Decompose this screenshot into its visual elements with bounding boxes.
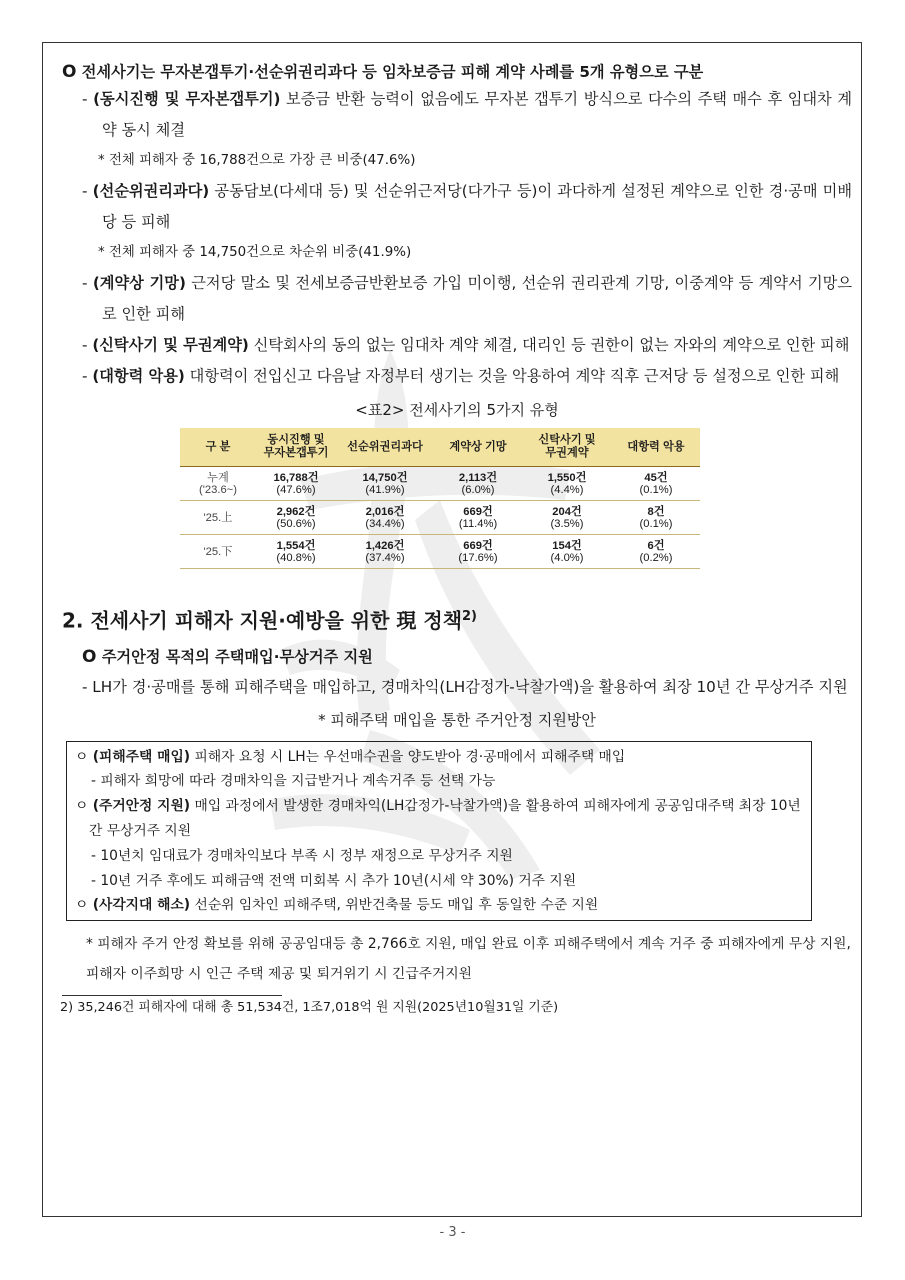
cell-percent: (0.2%) — [639, 551, 673, 564]
section2-title: 2. 전세사기 피해자 지원·예방을 위한 現 정책$^{2)}$ — [62, 608, 478, 633]
table-cell — [612, 535, 700, 569]
cell-percent: (4.4%) — [550, 483, 584, 496]
cell-count: 1,554건 — [276, 539, 316, 552]
cell-count: 6건 — [647, 539, 665, 552]
support-box — [66, 741, 812, 922]
footnote: 2) 35,246건 피해자에 대해 총 51,534건, 1조7,018억 원 지원(2025년10월31일 기준) — [60, 1000, 559, 1016]
cell-count: 2,016건 — [365, 505, 405, 518]
header-cell: 선순위권리과다 — [336, 428, 434, 467]
table-cell — [336, 467, 434, 501]
cell-count: 16,788건 — [273, 471, 319, 484]
table-cell — [336, 535, 434, 569]
circle-bullet-icon: O — [82, 646, 97, 667]
box-line: ㅇ (피해주택 매입) 피해자 요청 시 LH는 우선매수권을 양도받아 경·공매에서 피해주택 매입 — [75, 748, 626, 765]
star-note: * 피해자 주거 안정 확보를 위해 공공임대등 총 2,766호 지원, 매입 완료 이후 피해주택에서 계속 거주 중 피해자에게 무상 지원, 피해자 이주희망 시 인근 주택 제공 및 퇴거위기 시 긴급주거지원 — [86, 936, 851, 983]
cell-percent: (34.4%) — [365, 517, 405, 530]
cell-count: 1,550건 — [547, 471, 587, 484]
list-item: - LH가 경·공매를 통해 피해주택을 매입하고, 경매차익(LH감정가-낙찰가액)을 활용하여 최장 10년 간 무상거주 지원 — [82, 677, 848, 696]
cell-count: 2,113건 — [458, 471, 498, 484]
section1-heading: O 전세사기는 무자본갭투기·선순위권리과다 등 임차보증금 피해 계약 사례를 5개 유형으로 구분 — [62, 62, 704, 82]
cell-count: 1,426건 — [365, 539, 405, 552]
center-note: * 피해주택 매입을 통한 주거안정 지원방안 — [318, 710, 596, 729]
section2-subheading: O 주거안정 목적의 주택매입·무상거주 지원 — [82, 646, 373, 667]
table-cell — [522, 467, 612, 501]
table-cell — [612, 501, 700, 535]
list-item: - (신탁사기 및 무권계약) 신탁회사의 동의 없는 임대차 계약 체결, 대리인 등 권한이 없는 자와의 계약으로 인한 피해 — [82, 336, 850, 354]
list-item: - (대항력 악용) 대항력이 전입신고 다음날 자정부터 생기는 것을 악용하여 계약 직후 근저당 등 설정으로 인한 피해 — [82, 367, 840, 385]
cell-count: 669건 — [463, 539, 493, 552]
table-cell — [336, 501, 434, 535]
table-cell — [434, 467, 522, 501]
table-title: <표2> 전세사기의 5가지 유형 — [355, 401, 559, 419]
table-row — [180, 467, 700, 501]
list-item: - (동시진행 및 무자본갭투기) 보증금 반환 능력이 없음에도 무자본 갭투기 방식으로 다수의 주택 매수 후 임대차 계약 동시 체결 — [82, 90, 852, 139]
item-note: * 전체 피해자 중 14,750건으로 차순위 비중(41.9%) — [98, 245, 412, 260]
circle-bullet-icon: O — [62, 62, 77, 82]
fraud-types-table — [180, 428, 700, 569]
footnote-ref[interactable]: 2) — [462, 609, 478, 624]
table-cell — [256, 467, 336, 501]
header-cell: 신탁사기 및 무권계약 — [522, 428, 612, 467]
cell-percent: (47.6%) — [276, 483, 316, 496]
box-line: ㅇ (주거안정 지원) 매입 과정에서 발생한 경매차익(LH감정가-낙찰가액)을 활용하여 피해자에게 공공임대주택 최장 10년간 무상거주 지원 — [75, 798, 801, 840]
cell-count: 669건 — [463, 505, 493, 518]
table-cell — [256, 501, 336, 535]
cell-percent: (11.4%) — [458, 517, 498, 530]
page-number: - 3 - — [439, 1225, 466, 1240]
cell-percent: (4.0%) — [550, 551, 584, 564]
row-label: '25.下 — [180, 535, 256, 569]
cell-count: 154건 — [552, 539, 582, 552]
box-line: ㅇ (사각지대 해소) 선순위 임차인 피해주택, 위반건축물 등도 매입 후 동일한 수준 지원 — [75, 897, 599, 914]
cell-percent: (50.6%) — [276, 517, 316, 530]
header-cell: 동시진행 및 무자본갭투기 — [256, 428, 336, 467]
cell-count: 8건 — [647, 505, 665, 518]
item-note: * 전체 피해자 중 16,788건으로 가장 큰 비중(47.6%) — [98, 153, 416, 168]
cell-count: 204건 — [552, 505, 582, 518]
cell-percent: (17.6%) — [458, 551, 498, 564]
box-subline: - 10년치 임대료가 경매차익보다 부족 시 정부 재정으로 무상거주 지원 — [91, 847, 513, 864]
header-cell: 계약상 기망 — [434, 428, 522, 467]
table-row — [180, 535, 700, 569]
table-cell — [434, 501, 522, 535]
cell-count: 2,962건 — [276, 505, 316, 518]
table-header-row — [180, 428, 700, 467]
document-body — [62, 60, 852, 1020]
cell-percent: (37.4%) — [365, 551, 405, 564]
box-subline: - 피해자 희망에 따라 경매차익을 지급받거나 계속거주 등 선택 가능 — [91, 773, 496, 790]
table-row — [180, 501, 700, 535]
box-subline: - 10년 거주 후에도 피해금액 전액 미회복 시 추가 10년(시세 약 30%) 거주 지원 — [91, 872, 577, 889]
row-label: '25.上 — [180, 501, 256, 535]
table-cell — [434, 535, 522, 569]
header-cell: 대항력 악용 — [612, 428, 700, 467]
cell-percent: (41.9%) — [365, 483, 405, 496]
cell-percent: (0.1%) — [639, 517, 673, 530]
table-cell — [256, 535, 336, 569]
row-label: 누계 ('23.6~) — [180, 467, 256, 501]
header-cell: 구 분 — [180, 428, 256, 467]
cell-percent: (3.5%) — [550, 517, 584, 530]
cell-count: 14,750건 — [362, 471, 408, 484]
cell-count: 45건 — [644, 471, 668, 484]
cell-percent: (0.1%) — [639, 483, 673, 496]
table-cell — [612, 467, 700, 501]
cell-percent: (6.0%) — [461, 483, 495, 496]
cell-percent: (40.8%) — [276, 551, 316, 564]
list-item: - (선순위권리과다) 공동담보(다세대 등) 및 선순위근저당(다가구 등)이 과다하게 설정된 계약으로 인한 경·공매 미배당 등 피해 — [82, 182, 852, 231]
table-cell — [522, 535, 612, 569]
list-item: - (계약상 기망) 근저당 말소 및 전세보증금반환보증 가입 미이행, 선순위 권리관계 기망, 이중계약 등 계약서 기망으로 인한 피해 — [82, 274, 853, 323]
table-cell — [522, 501, 612, 535]
